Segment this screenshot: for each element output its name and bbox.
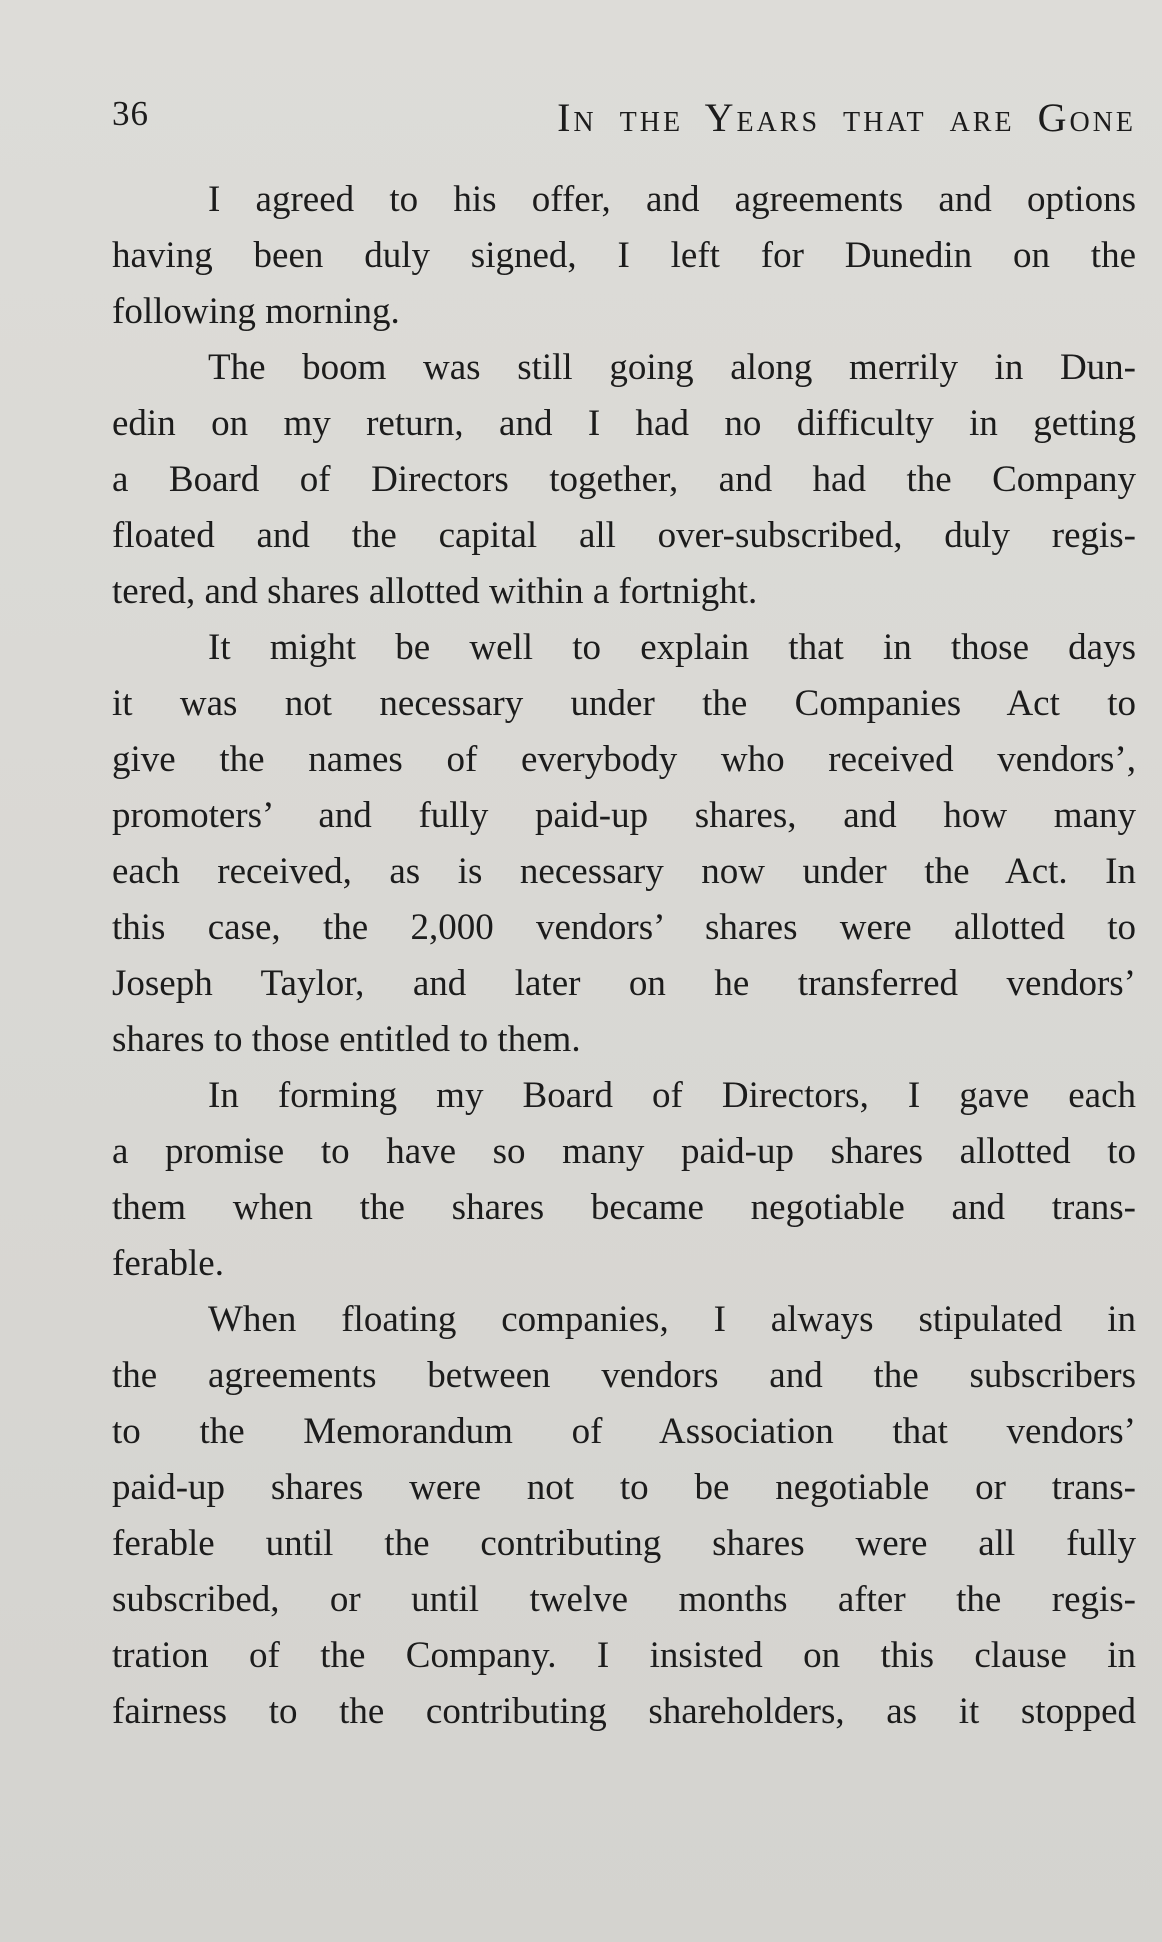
text-line: The boom was still going along merrily in Dun-	[208, 347, 1136, 388]
text-line: it was not necessary under the Companies Act to	[112, 683, 1136, 724]
text-line: subscribed, or until twelve months after the regis-	[112, 1579, 1136, 1620]
text-line: tration of the Company. I insisted on this clause in	[112, 1635, 1136, 1676]
text-line: ferable.	[112, 1243, 224, 1284]
text-line: paid-up shares were not to be negotiable or trans-	[112, 1467, 1136, 1508]
text-line: In forming my Board of Directors, I gave each	[208, 1075, 1136, 1116]
text-line: this case, the 2,000 vendors’ shares were allotted to	[112, 907, 1136, 948]
text-line: each received, as is necessary now under the Act. In	[112, 851, 1136, 892]
text-line: a Board of Directors together, and had the Company	[112, 459, 1136, 500]
text-line: promoters’ and fully paid-up shares, and how many	[112, 795, 1136, 836]
text-line: I agreed to his offer, and agreements and options	[208, 179, 1136, 220]
text-line: floated and the capital all over-subscribed, duly regis-	[112, 515, 1136, 556]
text-line: give the names of everybody who received vendors’,	[112, 739, 1136, 780]
text-line: them when the shares became negotiable and trans-	[112, 1187, 1136, 1228]
text-line: tered, and shares allotted within a fortnight.	[112, 571, 758, 612]
text-line: to the Memorandum of Association that vendors’	[112, 1411, 1136, 1452]
text-line: the agreements between vendors and the subscribers	[112, 1355, 1136, 1396]
text-line: fairness to the contributing shareholders, as it stopped	[112, 1691, 1136, 1732]
text-line: shares to those entitled to them.	[112, 1019, 581, 1060]
page-header	[112, 86, 1136, 142]
text-line: It might be well to explain that in those days	[208, 627, 1136, 668]
text-line: Joseph Taylor, and later on he transferred vendors’	[112, 963, 1136, 1004]
text-line: a promise to have so many paid-up shares allotted to	[112, 1131, 1136, 1172]
page-number: 36	[112, 94, 149, 133]
text-line: following morning.	[112, 291, 400, 332]
text-line: having been duly signed, I left for Dunedin on the	[112, 235, 1136, 276]
text-line: edin on my return, and I had no difficulty in getting	[112, 403, 1136, 444]
text-line: When floating companies, I always stipulated in	[208, 1299, 1136, 1340]
text-line: ferable until the contributing shares were all fully	[112, 1523, 1136, 1564]
running-head: In the Years that are Gone	[557, 95, 1136, 140]
body-text	[112, 172, 1136, 1740]
